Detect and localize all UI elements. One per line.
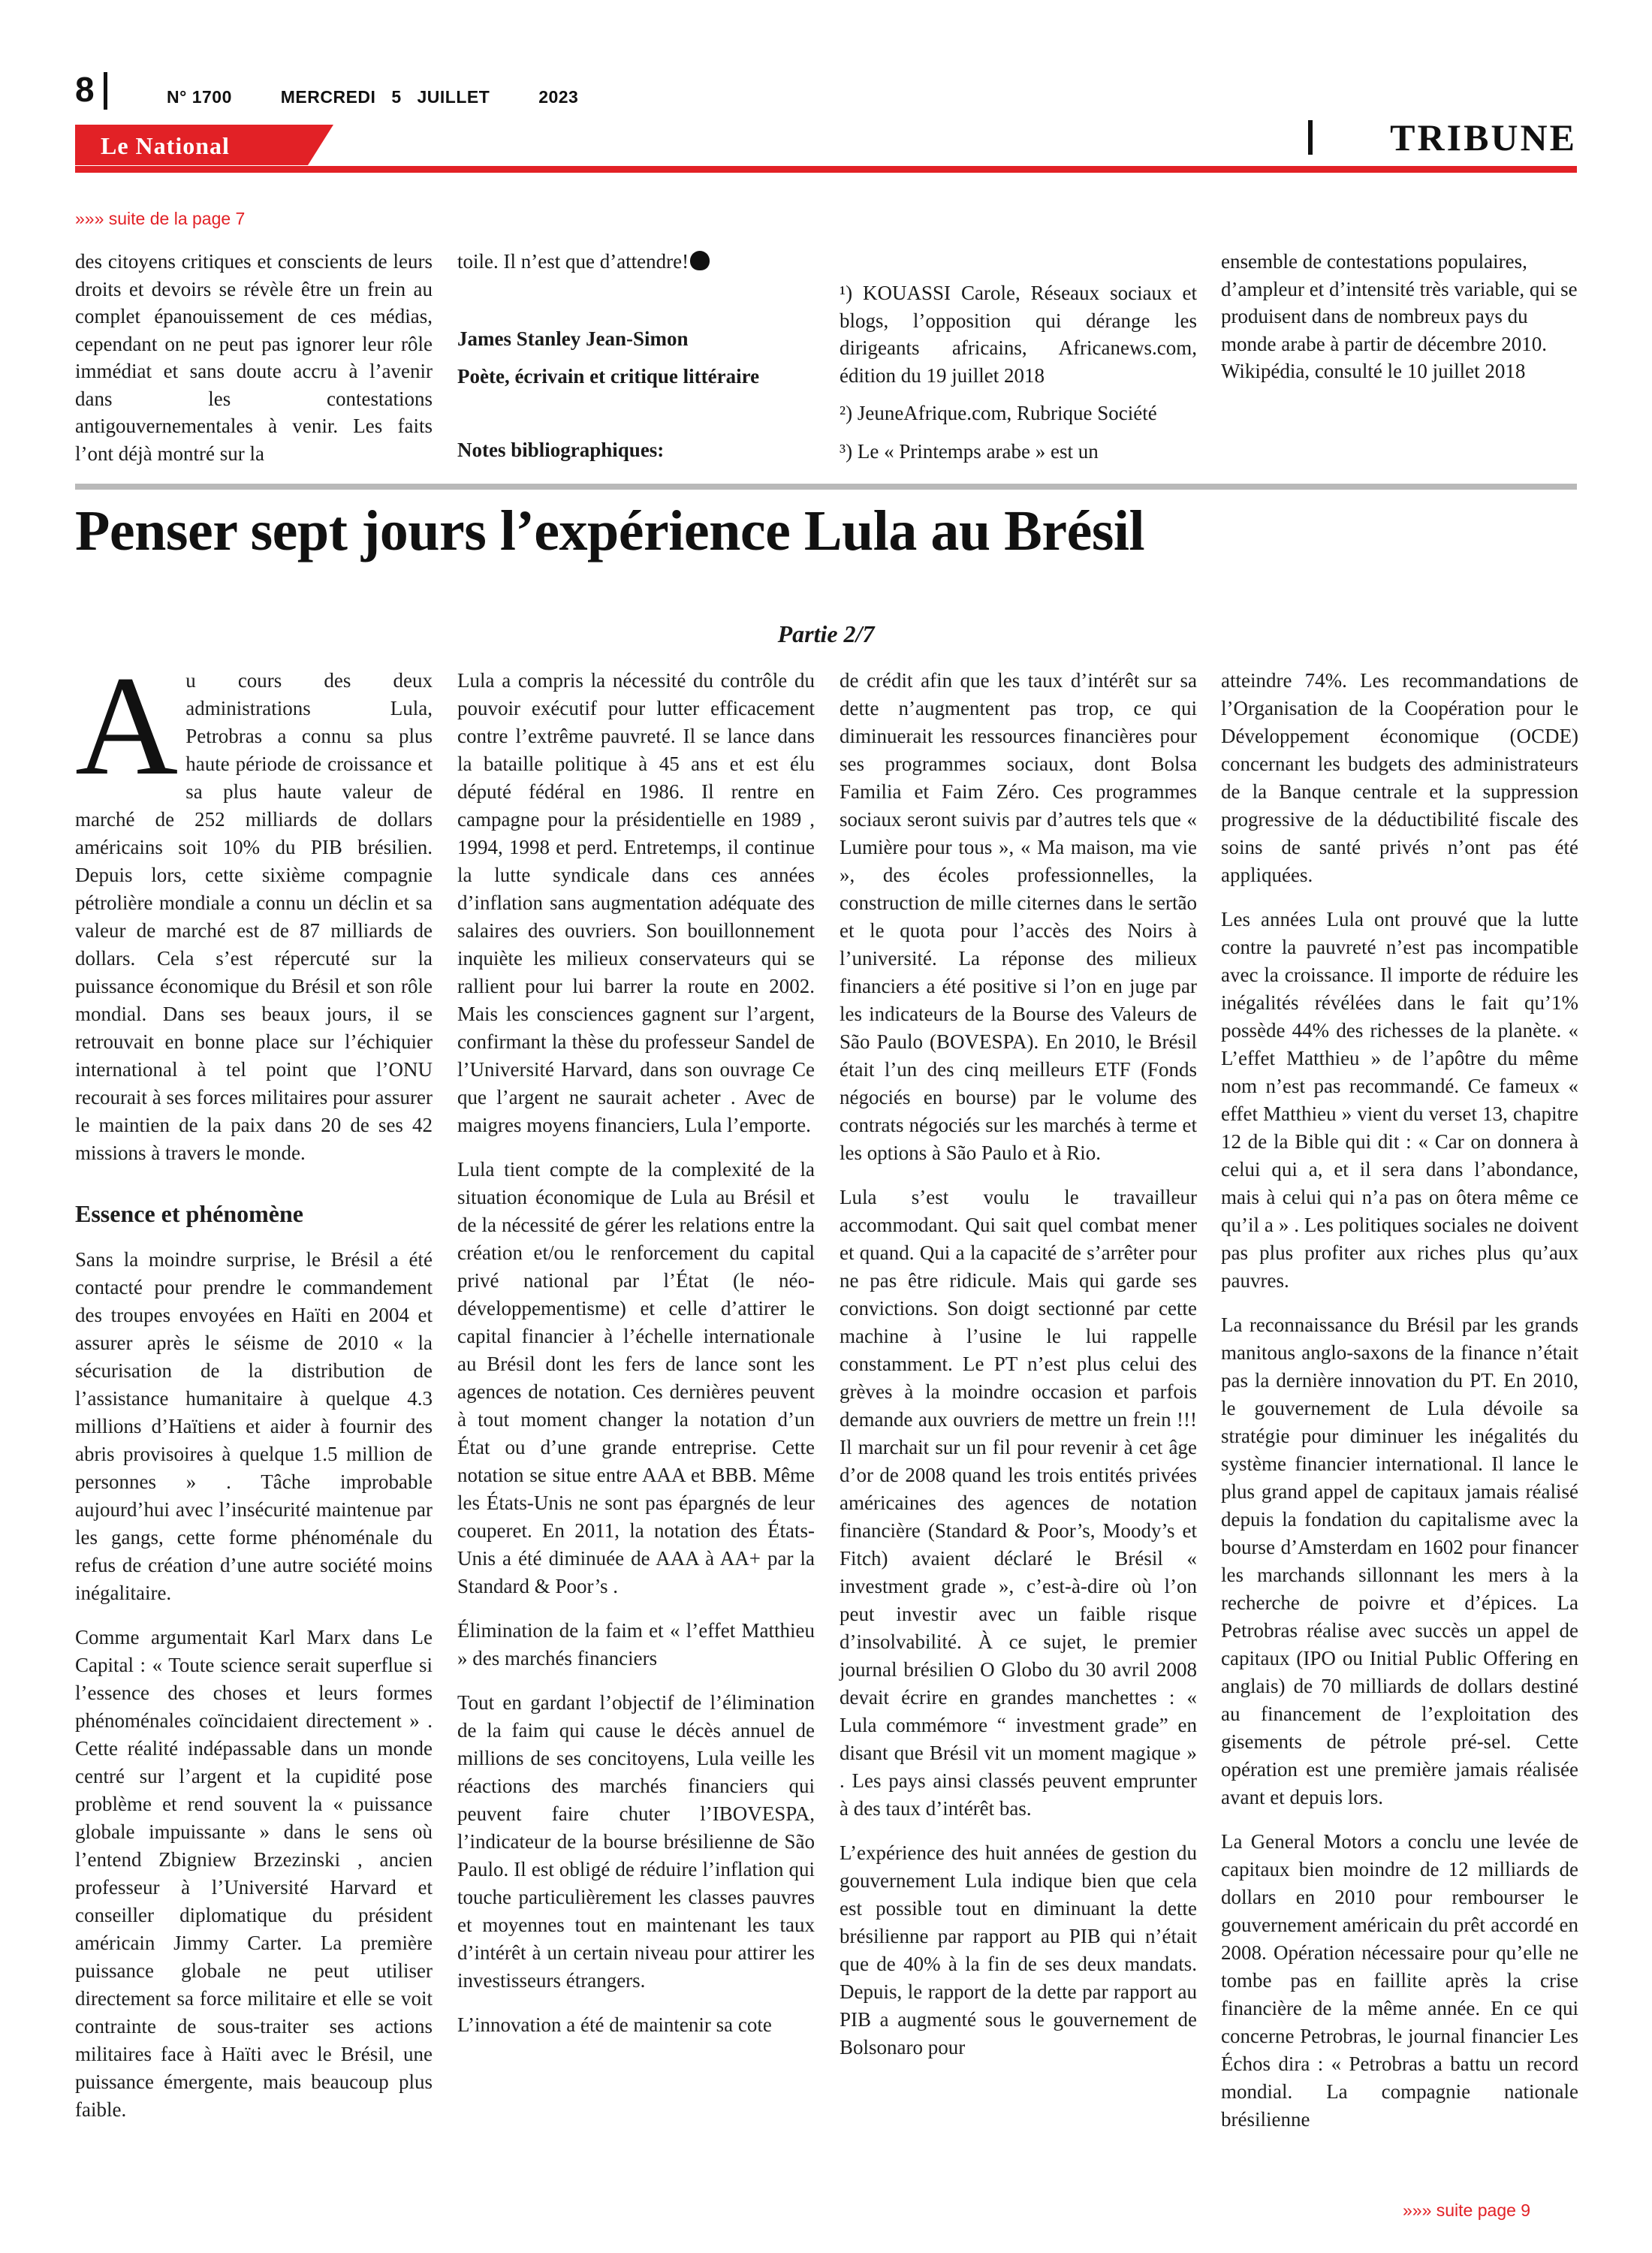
page-header (75, 0, 1577, 180)
issue-year: 2023 (538, 87, 579, 107)
previous-article-ending-text: toile. Il n’est que d’attendre! (457, 250, 689, 273)
section-divider (1308, 120, 1313, 155)
article-paragraph: atteindre 74%. Les recommandations de l’Organisation de la Coopération pour le Développement économique (OCDE) concernant les budgets des administrateurs de la Banque centrale et la suppression progressive de la déductibilité fiscale des soins de santé privés n’ont pas été appliquées. (1221, 669, 1578, 886)
section-title: TRIBUNE (1390, 116, 1577, 158)
article-column-2 (457, 667, 815, 2039)
page-number: 8 (75, 70, 95, 109)
article-part-label: Partie 2/7 (777, 620, 875, 647)
author-role: Poète, écrivain et critique littéraire (457, 365, 760, 388)
masthead-logo: Le National (101, 132, 230, 159)
note-2: ²) JeuneAfrique.com, Rubrique Société (840, 402, 1157, 424)
continued-from-label: »»» suite de la page 7 (75, 209, 246, 228)
masthead-banner-tail (308, 125, 333, 165)
article-paragraph: L’innovation a été de maintenir sa cote (457, 2013, 772, 2036)
article-paragraph: Les années Lula ont prouvé que la lutte contre la pauvreté n’est pas incompatible avec la croissance. Il importe de réduire les inégalités révélées dans le fait qu’1% possède 44% des richesses de la planète. « L’effet Matthieu » de l’apôtre du même nom n’est pas recommandé. Ce fameux « effet Matthieu » vient du verset 13, chapitre 12 de la Bible qui dit : « Car on donnera à celui qui a, et il sera dans l’abondance, mais à celui qui n’a pas on ôtera même ce qu’il a » . Les politiques sociales ne doivent pas plus profiter aux riches plus qu’aux pauvres. (1221, 908, 1578, 1292)
notes-column (840, 279, 1197, 465)
drop-cap: A (75, 647, 179, 805)
article-paragraph: Lula s’est voulu le travailleur accommodant. Qui sait quel combat mener et quand. Qui a la capacité de s’arrêter pour ne pas être ridicule. Mais qui garde ses convictions. Son doigt sectionné par cette machine à l’usine le lui rappelle constamment. Le PT n’est plus celui des grèves à la moindre occasion et parfois demande aux ouvriers de mettre un frein !!! Il marchait sur un fil pour revenir à cet âge d’or de 2008 quand les trois entités privées américaines des agences de notation financière (Standard & Poor’s, Moody’s et Fitch) avaient déclaré le Brésil « investment grade », c’est-à-dire où l’on peut investir avec un faible risque d’insolvabilité. À ce sujet, le premier journal brésilien O Globo du 30 avril 2008 devait écrire en grandes manchettes : « Lula commémore “ investment grade” en disant que Brésil vit un moment magique » . Les pays ainsi classés peuvent emprunter à des taux d’intérêt bas. (840, 1186, 1197, 1820)
previous-article-column-2 (457, 248, 815, 276)
article-paragraph: de crédit afin que les taux d’intérêt sur sa dette n’augmentent pas trop, ce qui diminuerait les ressources financières pour ses programmes sociaux, dont Bolsa Familia et Faim Zéro. Ces programmes sociaux seront suivis par d’autres tels que « Lumière pour tous », « Ma maison, ma vie », des écoles professionnelles, la construction de mille citernes dans le sertão et le quota pour l’accès des Noirs à l’université. La réponse des milieux financiers a été positive si l’on en juge par les indicateurs de la Bourse des Valeurs de São Paulo (BOVESPA). En 2010, le Brésil était l’un des cinq meilleurs ETF (Fonds négociés en bourse) par le volume des contrats négociés sur les marchés à terme et les options à São Paulo et à Rio. (840, 669, 1197, 1164)
issue-number: N° 1700 (167, 87, 232, 107)
notes-column-continued (1221, 248, 1578, 385)
article-paragraph: Lula a compris la nécessité du contrôle du pouvoir exécutif pour lutter efficacement contre l’extrême pauvreté. Il se lance dans la bataille politique à 45 ans et est élu député fédéral en 1986. Il rentre en campagne pour la présidentielle en 1989 , 1994, 1998 et perd. Entretemps, il continue la lutte syndicale dans ces années d’inflation sans augmentation adéquate des salaires des ouvriers. Son bouillonnement inquiète les milieux conservateurs qui se rallient pour lui barrer la route en 2002. Mais les consciences gagnent sur l’argent, confirmant la thèse du professeur Sandel de l’Université Harvard, dans son ouvrage Ce que l’argent ne saurait acheter . Avec de maigres moyens financiers, Lula l’emporte. (457, 669, 815, 1136)
article-column-1 (75, 647, 433, 2124)
issue-weekday: MERCREDI (280, 87, 376, 107)
article-paragraph: La reconnaissance du Brésil par les grands manitous anglo-saxons de la finance n’était pas la dernière innovation du PT. En 2010, le gouvernement de Lula dévoile sa stratégie pour diminuer les inégalités du système financier international. Il lance le plus grand appel de capitaux jamais réalisé depuis la fondation du capitalisme avec la bourse d’Amsterdam en 1602 pour financer les marchands sillonnant les mers à la recherche de poivre et d’épices. La Petrobras réalise avec succès un appel de capitaux (IPO ou Initial Public Offering en anglais) de 70 milliards de dollars destiné au financement de l’exploitation des gisements de pétrole pré-sel. Cette opération est une première jamais réalisée avant et depuis lors. (1221, 1313, 1578, 1808)
article-paragraph (75, 647, 433, 1167)
article-paragraph: La General Motors a conclu une levée de capitaux bien moindre de 12 milliards de dollars en 2010 pour rembourser le gouvernement américain du prêt accordé en 2008. Opération nécessaire pour qu’elle ne tombe pas en faillite après la crise financière de la même année. En ce qui concerne Petrobras, le journal financier Les Échos dira : « Petrobras a battu un record mondial. La compagnie nationale brésilienne (1221, 1830, 1578, 2131)
article-column-3 (840, 667, 1197, 2061)
article-headline: Penser sept jours l’expérience Lula au Brésil (75, 499, 1145, 562)
note-3-start: ³) Le « Printemps arabe » est un (840, 439, 1099, 463)
issue-day: 5 (391, 87, 402, 107)
article-inline-heading: Élimination de la faim et « l’effet Matthieu » des marchés financiers (457, 1619, 815, 1669)
article-subhead: Essence et phénomène (75, 1200, 303, 1227)
article-paragraph-text: u cours des deux administrations Lula, Petrobras a connu sa plus haute période de croissance et sa plus haute valeur de marché de 252 milliards de dollars américains soit 10% du PIB brésilien. Depuis lors, cette sixième compagnie pétrolière mondiale a connu un déclin et sa valeur de marché est de 87 milliards de dollars. Cela s’est répercuté sur la puissance économique du Brésil et son rôle mondial. Dans ses beaux jours, il se retrouvait en bonne place sur l’échiquier international à tel point que l’ONU recourait à ses forces militaires pour assurer le maintien de la paix dans 20 de ses 42 missions à travers le monde. (75, 669, 433, 1164)
note-3-end: ensemble de contestations populaires, d’ampleur et d’intensité très variable, qui se produisent dans de nombreux pays du monde arabe à partir de décembre 2010. Wikipédia, consulté le 10 juillet 2018 (1221, 250, 1578, 382)
article-paragraph: Sans la moindre surprise, le Brésil a été contacté pour prendre le commandement des troupes envoyées en Haïti en 2004 et assurer après le séisme de 2010 « la sécurisation de la distribution de l’assistance humanitaire à quelque 4.3 millions d’Haïtiens et aider à fournir des abris provisoires à quelque 1.5 million de personnes » . Tâche improbable aujourd’hui avec l’insécurité maintenue par les gangs, cette forme phénoménale du refus de création d’une autre société moins inégalitaire. (75, 1248, 433, 1604)
header-red-rule (75, 166, 1577, 173)
issue-line (167, 87, 589, 107)
article-paragraph: L’expérience des huit années de gestion du gouvernement Lula indique bien que cela est possible tout en diminuant la dette brésilienne par rapport au PIB qui n’était que de 40% à la fin de ses deux mandats. Depuis, le rapport de la dette par rapport au PIB a augmenté sous le gouvernement de Bolsonaro pour (840, 1841, 1197, 2058)
note-1: ¹) KOUASSI Carole, Réseaux sociaux et blogs, l’opposition qui dérange les dirigeants africains, Africanews.com, édition du 19 juillet 2018 (840, 282, 1197, 387)
article-paragraph: Comme argumentait Karl Marx dans Le Capital : « Toute science serait superflue si l’essence des choses et leurs formes phénoménales coïncidaient directement » . Cette réalité indépassable dans un monde centré sur l’argent et la cupidité pose problème et rend souvent la « puissance globale impuissante » dans le sens où l’entend Zbigniew Brzezinski , ancien professeur à l’Université Harvard et conseiller diplomatique du président américain Jimmy Carter. La première puissance globale ne peut utiliser directement sa force militaire et elle se voit contrainte de sous-traiter ses actions militaires face à Haïti avec le Brésil, une puissance émergente, mais beaucoup plus faible. (75, 1626, 433, 2121)
author-name: James Stanley Jean-Simon (457, 327, 689, 350)
article-separator (75, 484, 1577, 490)
page-number-divider (104, 72, 107, 110)
previous-article-ending (457, 248, 815, 276)
article-paragraph: Tout en gardant l’objectif de l’élimination de la faim qui cause le décès annuel de millions de ses concitoyens, Lula veille les réactions des marchés financiers qui peuvent faire chuter l’IBOVESPA, l’indicateur de la bourse brésilienne de São Paulo. Il est obligé de réduire l’inflation qui touche particulièrement les classes pauvres et moyennes tout en maintenant les taux d’intérêt à un certain niveau pour attirer les investisseurs étrangers. (457, 1691, 815, 1992)
article-column-4 (1221, 667, 1578, 2134)
previous-article-column-1 (75, 248, 433, 467)
previous-article-text: des citoyens critiques et conscients de leurs droits et devoirs se révèle être un frein au complet épanouissement de ces médias, cependant on ne peut pas ignorer leur rôle immédiat et sans doute accru à l’avenir dans les contestations antigouvernementales à venir. Les faits l’ont déjà montré sur la (75, 250, 433, 465)
article-paragraph: Lula tient compte de la complexité de la situation économique de Lula au Brésil et de la nécessité de gérer les relations entre la création et/ou le renforcement du capital privé national par l’État (le néo-développementisme) et celle d’attirer le capital financier à l’échelle internationale au Brésil dont les fers de lance sont les agences de notation. Ces dernières peuvent à tout moment changer la notation d’un État ou d’une grande entreprise. Cette notation se situe entre AAA et BBB. Même les États-Unis ne sont pas épargnés de leur couperet. En 2011, la notation des États-Unis a été diminuée de AAA à AA+ par la Standard & Poor’s . (457, 1158, 815, 1597)
issue-month: JUILLET (417, 87, 490, 107)
continued-to-label[interactable]: »»» suite page 9 (1403, 2200, 1531, 2220)
notes-heading: Notes bibliographiques: (457, 439, 665, 461)
end-mark-icon (690, 251, 710, 270)
